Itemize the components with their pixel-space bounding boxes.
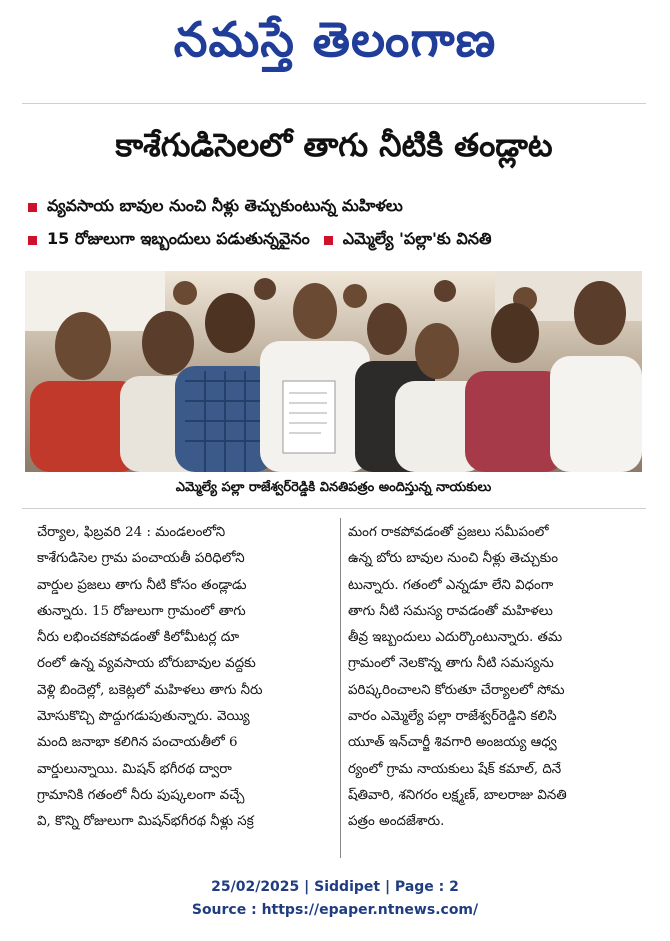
body-line: చేర్యాల, ఫిబ్రవరి 24 : మండలంలోని — [37, 525, 226, 540]
body-line: మోసుకొచ్చి పొద్దుగడుపుతున్నారు. వెయ్యి — [37, 709, 250, 725]
body-line: తున్నారు. 15 రోజులుగా గ్రామంలో తాగు — [37, 603, 246, 619]
subhead-text: వ్యవసాయ బావుల నుంచి నీళ్లు తెచ్చుకుంటున్న మహిళలు — [47, 195, 403, 215]
body-line: వెళ్లి బిందెల్లో, బకెట్లలో మహిళలు తాగు నీరు — [37, 682, 263, 698]
subhead-text: ఎమ్మెల్యే 'పల్లా'కు వినతి — [342, 228, 492, 248]
body-line: టున్నారు. గతంలో ఎన్నడూ లేని విధంగా — [348, 577, 554, 593]
footer-date-line: 25/02/2025 | Siddipet | Page : 2 — [211, 879, 459, 895]
body-line: వి, కొన్ని రోజులుగా మిషన్‌భగీరథ నీళ్లు సక్ర — [37, 814, 254, 830]
body-line: పత్రం అందజేశారు. — [348, 814, 445, 830]
body-column-right — [348, 520, 638, 836]
footer-source-line: Source : https://epaper.ntnews.com/ — [191, 902, 479, 918]
body-line: పరిష్కరించాలని కోరుతూ చేర్యాలలో సోమ — [348, 682, 565, 698]
group-photo-icon — [25, 271, 642, 472]
column-divider — [340, 518, 341, 858]
body-line: నీరు లభించకపోవడంతో కిలోమీటర్ల దూ — [37, 630, 240, 646]
subhead-2 — [28, 228, 492, 252]
body-line: మంది జనాభా కలిగిన పంచాయతీలో 6 — [37, 735, 238, 751]
bullet-icon — [28, 236, 37, 245]
masthead-title: నమస్తే తెలంగాణ — [173, 12, 497, 68]
body-line: వార్డులున్నాయి. మిషన్ భగీరథ ద్వారా — [37, 761, 232, 777]
body-line: వారం ఎమ్మెల్యే పల్లా రాజేశ్వర్‌రెడ్డిని కలిసి — [348, 709, 557, 725]
subhead-text: 15 రోజులుగా ఇబ్బందులు పడుతున్నవైనం — [47, 228, 310, 248]
body-line: మంగ రాకపోవడంతో ప్రజలు సమీపంలో — [348, 525, 549, 540]
body-line: యూత్ ఇన్‌చార్జీ శివగారి అంజయ్య ఆధ్వ — [348, 735, 557, 751]
headline-text: కాశేగుడిసెలలో తాగు నీటికి తండ్లాట — [115, 126, 553, 164]
news-photo — [25, 271, 642, 472]
body-line: ఉన్న బోరు బావుల నుంచి నీళ్లు తెచ్చుకుం — [348, 551, 559, 567]
body-line: తీవ్ర ఇబ్బందులు ఎదుర్కొంటున్నారు. తమ — [348, 630, 563, 646]
masthead — [0, 0, 670, 92]
body-line: తాగు నీటి సమస్య రావడంతో మహిళలు — [348, 603, 553, 619]
body-line: గ్రామానికి గతంలో నీరు పుష్కలంగా వచ్చే — [37, 787, 245, 803]
subhead-1 — [28, 195, 403, 219]
body-line: రంలో ఉన్న వ్యవసాయ బోరుబావుల వద్దకు — [37, 656, 256, 672]
photo-caption — [25, 474, 642, 504]
caption-divider — [22, 508, 646, 509]
body-line: ష్‌తివారి, శనిగరం లక్ష్మణ్, బాలరాజు వినతి — [348, 787, 567, 803]
masthead-divider — [22, 103, 646, 104]
headline — [22, 120, 646, 178]
body-line: గ్రామంలో నెలకొన్న తాగు నీటి సమస్యను — [348, 656, 554, 672]
body-line: వార్డుల ప్రజలు తాగు నీటి కోసం తండ్లాడు — [37, 577, 247, 593]
bullet-icon — [324, 236, 333, 245]
photo-caption-text: ఎమ్మెల్యే పల్లా రాజేశ్వర్‌రెడ్డికి వినతిపత్రం అందిస్తున్న నాయకులు — [175, 480, 492, 495]
body-column-left — [37, 520, 327, 836]
body-line: కాశేగుడిసెల గ్రామ పంచాయతీ పరిధిలోని — [37, 551, 245, 567]
bullet-icon — [28, 203, 37, 212]
body-line: ర్యంలో గ్రామ నాయకులు షేక్ కమాల్, దినే — [348, 761, 562, 777]
